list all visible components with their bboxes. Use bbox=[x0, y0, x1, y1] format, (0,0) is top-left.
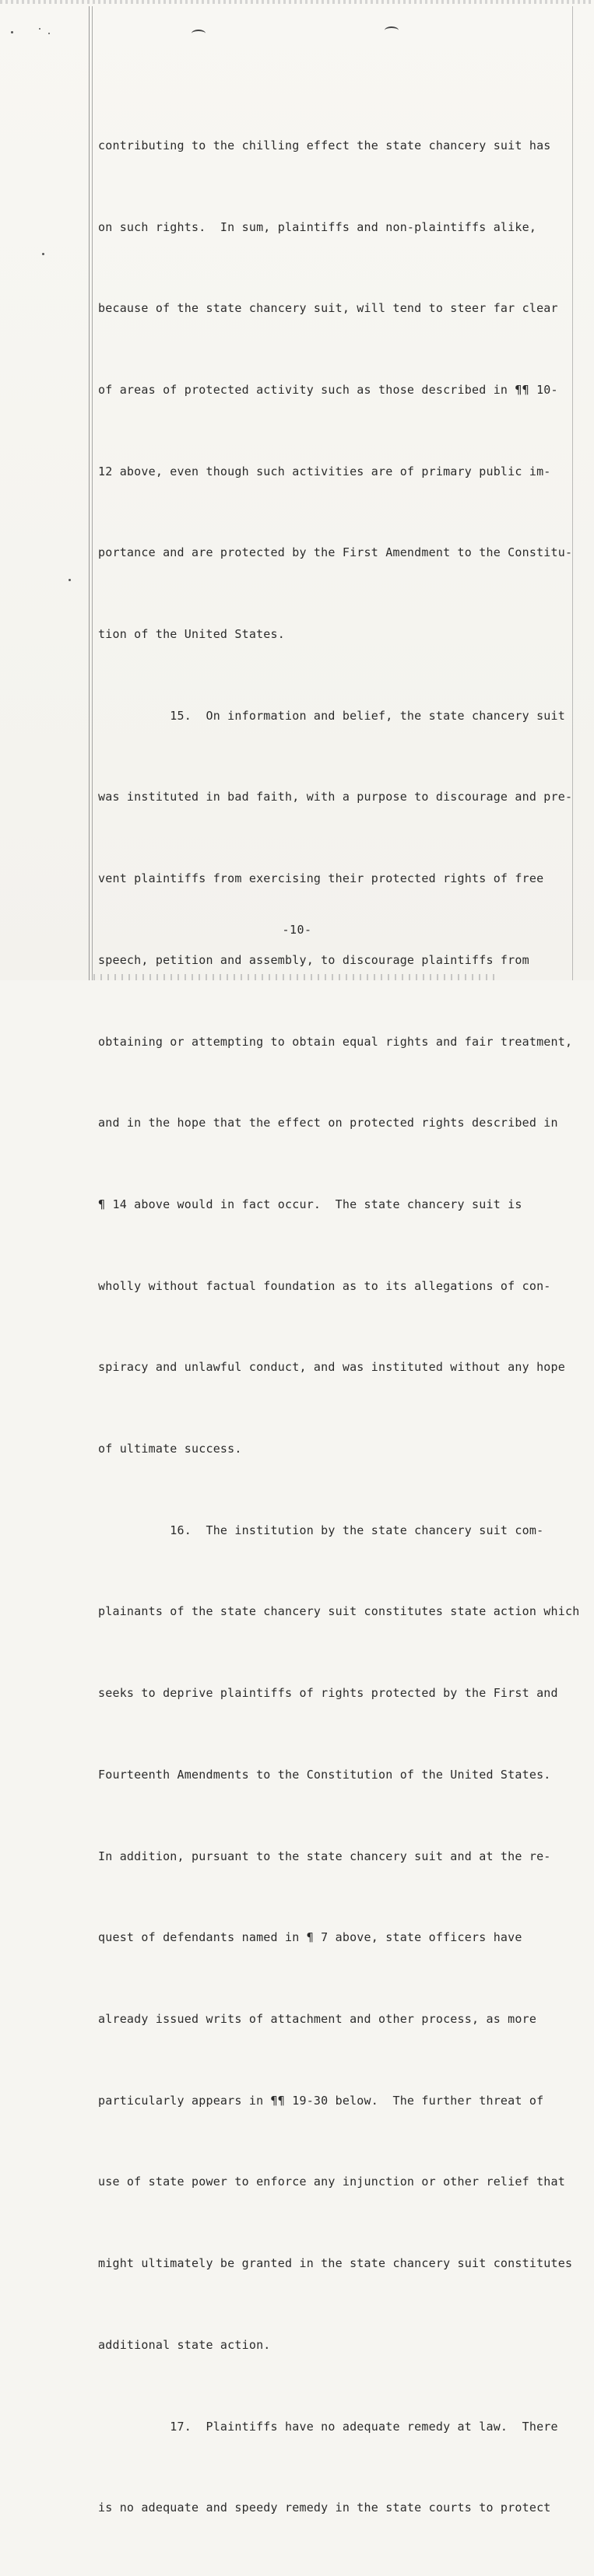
text-line: In addition, pursuant to the state chancery suit and at the re- bbox=[98, 1849, 551, 1863]
text-line: portance and are protected by the First Amendment to the Constitu- bbox=[98, 545, 573, 560]
text-line: of areas of protected activity such as those described in ¶¶ 10- bbox=[98, 382, 558, 397]
page-number: -10- bbox=[282, 923, 312, 937]
text-line: particularly appears in ¶¶ 19-30 below. The further threat of bbox=[98, 2093, 544, 2108]
page-top-edge bbox=[0, 0, 594, 4]
text-line: speech, petition and assembly, to discourage plaintiffs from bbox=[98, 952, 529, 967]
paragraph-17-start: 17. Plaintiffs have no adequate remedy at law. There bbox=[98, 2419, 558, 2434]
paragraph-15-start: 15. On information and belief, the state chancery suit bbox=[98, 708, 565, 723]
punch-hole-mark bbox=[192, 30, 206, 37]
scan-speck bbox=[11, 31, 13, 33]
text-line: is no adequate and speedy remedy in the state courts to protect bbox=[98, 2501, 551, 2515]
text-line: spiracy and unlawful conduct, and was instituted without any hope bbox=[98, 1360, 565, 1375]
scan-speck bbox=[48, 33, 50, 34]
text-line: of ultimate success. bbox=[98, 1442, 242, 1456]
text-line: seeks to deprive plaintiffs of rights protected by the First and bbox=[98, 1686, 558, 1701]
left-margin-rule bbox=[89, 6, 90, 980]
text-line: plainants of the state chancery suit constitutes state action which bbox=[98, 1604, 580, 1619]
scan-speck bbox=[42, 253, 44, 255]
text-line: because of the state chancery suit, will tend to steer far clear bbox=[98, 301, 558, 316]
text-line: ¶ 14 above would in fact occur. The state chancery suit is bbox=[98, 1197, 522, 1211]
text-line: tion of the United States. bbox=[98, 627, 285, 642]
left-margin-rule-inner bbox=[92, 6, 93, 980]
punch-hole-mark bbox=[385, 26, 399, 34]
text-line: wholly without factual foundation as to its allegations of con- bbox=[98, 1278, 551, 1293]
text-line: additional state action. bbox=[98, 2337, 271, 2352]
paragraph-16-start: 16. The institution by the state chancery suit com- bbox=[98, 1523, 544, 1537]
scan-speck bbox=[69, 579, 71, 581]
text-line: use of state power to enforce any injunction or other relief that bbox=[98, 2175, 565, 2189]
text-line: quest of defendants named in ¶ 7 above, state officers have bbox=[98, 1930, 522, 1945]
text-line: 12 above, even though such activities are of primary public im- bbox=[98, 464, 551, 478]
right-margin-rule bbox=[572, 6, 573, 980]
text-line: was instituted in bad faith, with a purpose to discourage and pre- bbox=[98, 790, 573, 804]
document-body bbox=[98, 78, 580, 2576]
text-line: already issued writs of attachment and other process, as more bbox=[98, 2011, 537, 2026]
text-line: on such rights. In sum, plaintiffs and non-plaintiffs alike, bbox=[98, 219, 537, 234]
text-line: Fourteenth Amendments to the Constitution of the United States. bbox=[98, 1767, 551, 1782]
text-line: obtaining or attempting to obtain equal rights and fair treatment, bbox=[98, 1034, 573, 1049]
text-line: and in the hope that the effect on protected rights described in bbox=[98, 1116, 558, 1130]
scan-speck bbox=[39, 28, 40, 30]
text-line: contributing to the chilling effect the state chancery suit has bbox=[98, 138, 551, 152]
text-line: vent plaintiffs from exercising their protected rights of free bbox=[98, 871, 544, 886]
text-line: might ultimately be granted in the state chancery suit constitutes bbox=[98, 2256, 573, 2271]
